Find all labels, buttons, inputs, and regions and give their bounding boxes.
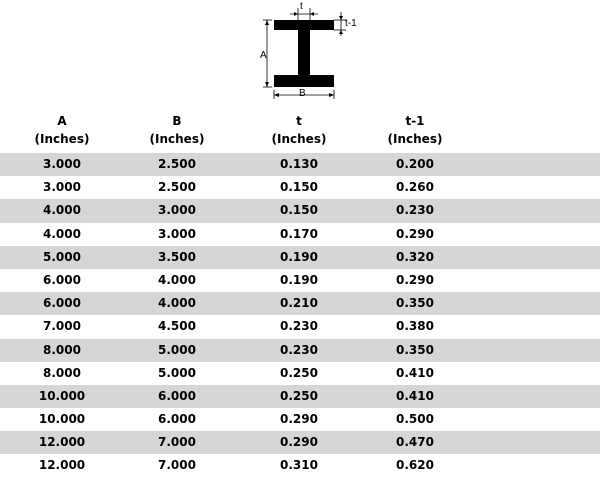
cell-t1: 0.290 (396, 272, 434, 287)
header-b-name: B (172, 114, 182, 128)
table-row (0, 246, 600, 269)
table-row (0, 431, 600, 454)
i-beam-shape (274, 20, 334, 87)
table-header (0, 112, 600, 148)
cell-b: 7.000 (158, 458, 196, 473)
table-row (0, 153, 600, 176)
table-row (0, 362, 600, 385)
cell-t: 0.130 (280, 157, 318, 171)
header-a-unit: (Inches) (34, 132, 90, 146)
header-b-unit: (Inches) (149, 132, 205, 146)
cell-b: 4.000 (158, 272, 196, 287)
cell-a: 8.000 (43, 342, 81, 357)
cell-a: 12.000 (38, 458, 86, 473)
header-t1 (365, 112, 465, 148)
table-row (0, 269, 600, 292)
cell-a: 10.000 (38, 412, 86, 427)
cell-t: 0.290 (280, 435, 318, 450)
cell-t: 0.310 (280, 458, 318, 473)
header-t-name: t (296, 114, 302, 128)
a-dimension-label: A (260, 50, 267, 61)
header-t-unit: (Inches) (271, 132, 327, 146)
cell-t1: 0.410 (396, 365, 434, 380)
cell-a: 5.000 (43, 249, 81, 264)
table-row (0, 199, 600, 222)
dimension-table (0, 153, 600, 478)
cell-a: 4.000 (43, 226, 81, 241)
cell-t1: 0.470 (396, 435, 434, 450)
cell-t: 0.290 (280, 412, 318, 427)
table-row (0, 339, 600, 362)
cell-t: 0.190 (280, 272, 318, 287)
table-row (0, 223, 600, 246)
cell-b: 4.000 (158, 296, 196, 311)
cell-a: 6.000 (43, 272, 81, 287)
header-t1-unit: (Inches) (387, 132, 443, 146)
cell-a: 10.000 (38, 388, 86, 403)
cell-t1: 0.320 (396, 249, 434, 264)
cell-t: 0.150 (280, 180, 318, 195)
cell-t1: 0.500 (396, 412, 434, 427)
cell-t: 0.250 (280, 388, 318, 403)
cell-t1: 0.200 (396, 157, 434, 171)
cell-t1: 0.350 (396, 342, 434, 357)
i-beam-diagram (0, 0, 600, 104)
cell-a: 3.000 (43, 157, 81, 171)
cell-b: 7.000 (158, 435, 196, 450)
table-row (0, 408, 600, 431)
cell-t1: 0.410 (396, 388, 434, 403)
cell-b: 2.500 (158, 157, 196, 171)
b-dimension-label: B (299, 88, 306, 99)
table-row (0, 176, 600, 199)
cell-t: 0.170 (280, 226, 318, 241)
cell-a: 7.000 (43, 319, 81, 334)
cell-t: 0.230 (280, 319, 318, 334)
cell-t1: 0.350 (396, 296, 434, 311)
t1-dimension-label: t-1 (345, 18, 357, 29)
cell-t: 0.230 (280, 342, 318, 357)
table-row (0, 454, 600, 477)
cell-b: 5.000 (158, 342, 196, 357)
header-a-name: A (57, 114, 67, 128)
cell-b: 4.500 (158, 319, 196, 334)
cell-t1: 0.380 (396, 319, 434, 334)
cell-t1: 0.260 (396, 180, 434, 195)
cell-a: 4.000 (43, 203, 81, 218)
cell-t: 0.150 (280, 203, 318, 218)
cell-a: 12.000 (38, 435, 86, 450)
cell-b: 6.000 (158, 412, 196, 427)
cell-b: 5.000 (158, 365, 196, 380)
cell-t1: 0.290 (396, 226, 434, 241)
cell-b: 2.500 (158, 180, 196, 195)
header-t (249, 112, 349, 148)
cell-t1: 0.620 (396, 458, 434, 473)
t-dimension-label: t (300, 1, 303, 12)
header-a (12, 112, 112, 148)
header-t1-name: t-1 (405, 114, 425, 128)
cell-b: 3.000 (158, 226, 196, 241)
table-row (0, 315, 600, 338)
cell-t1: 0.230 (396, 203, 434, 218)
cell-t: 0.250 (280, 365, 318, 380)
header-b (127, 112, 227, 148)
cell-b: 3.000 (158, 203, 196, 218)
cell-b: 3.500 (158, 249, 196, 264)
table-row (0, 385, 600, 408)
cell-b: 6.000 (158, 388, 196, 403)
cell-t: 0.210 (280, 296, 318, 311)
cell-a: 6.000 (43, 296, 81, 311)
cell-t: 0.190 (280, 249, 318, 264)
cell-a: 8.000 (43, 365, 81, 380)
table-row (0, 292, 600, 315)
cell-a: 3.000 (43, 180, 81, 195)
